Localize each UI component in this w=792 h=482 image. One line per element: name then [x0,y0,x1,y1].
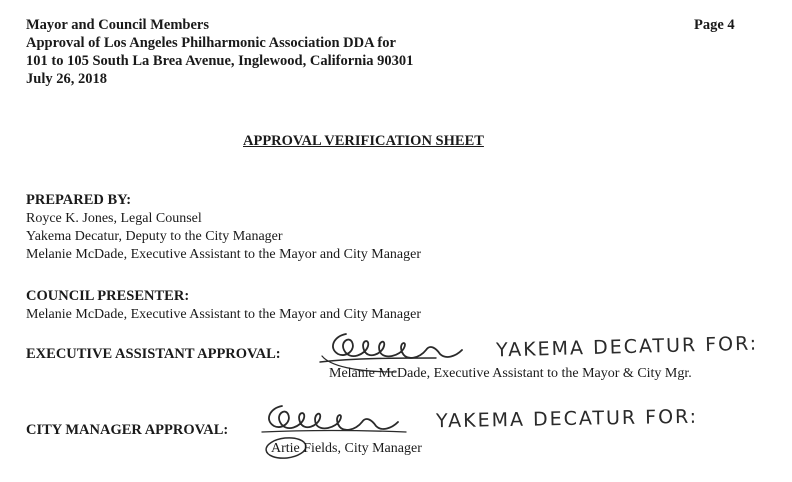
preparer-name: Melanie McDade, Executive Assistant to the Mayor and City Manager [26,247,422,262]
page-number: Page 4 [694,17,735,33]
executive-assistant-handwritten-note: YAKEMA DECATUR FOR: [495,332,759,362]
header-date: July 26, 2018 [26,71,107,87]
city-manager-handwritten-note: YAKEMA DECATUR FOR: [435,405,699,433]
preparer-name: Yakema Decatur, Deputy to the City Manager [26,229,283,244]
page-title: APPROVAL VERIFICATION SHEET [243,133,484,149]
executive-assistant-approval-label: EXECUTIVE ASSISTANT APPROVAL: [26,346,281,362]
prepared-by-label: PREPARED BY: [26,192,132,208]
executive-assistant-signatory: Melanie McDade, Executive Assistant to the Mayor & City Mgr. [329,366,692,381]
preparer-name: Royce K. Jones, Legal Counsel [26,211,202,226]
header-subject-line-2: 101 to 105 South La Brea Avenue, Inglewood, California 90301 [26,53,414,69]
header-subject-line-1: Approval of Los Angeles Philharmonic Association DDA for [26,35,396,51]
header-recipient: Mayor and Council Members [26,17,209,33]
city-manager-signatory: Artie Fields, City Manager [271,441,422,456]
council-presenter-name: Melanie McDade, Executive Assistant to the Mayor and City Manager [26,307,422,322]
city-manager-approval-label: CITY MANAGER APPROVAL: [26,422,229,438]
council-presenter-label: COUNCIL PRESENTER: [26,288,190,304]
